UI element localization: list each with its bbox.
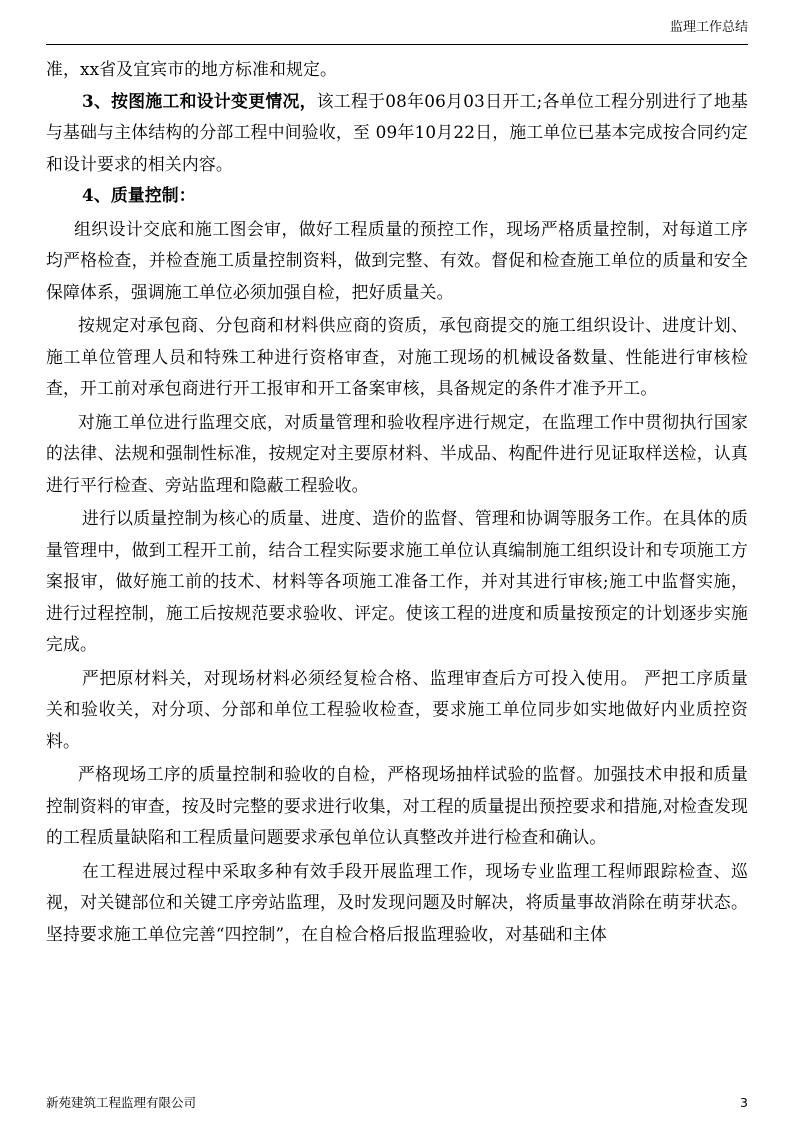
paragraph-material-control: 严把原材料关，对现场材料必须经复检合格、监理审查后方可投入使用。 严把工序质量关和验收关，对分项、分部和单位工程验收检查，要求施工单位同步如实地做好内业质控资料。 xyxy=(46,667,748,751)
section-heading-construction: 3、按图施工和设计变更情况， xyxy=(82,90,317,111)
paragraph-continuation: 准，xx省及宜宾市的地方标准和规定。 xyxy=(46,59,338,79)
header-title: 监理工作总结 xyxy=(669,20,748,35)
header-divider xyxy=(46,44,748,45)
paragraph-construction-changes xyxy=(46,86,748,181)
footer-company: 新苑建筑工程监理有限公司 xyxy=(46,1095,197,1110)
paragraph-process-control: 严格现场工序的质量控制和验收的自检，严格现场抽样试验的监督。加强技术申报和质量控制资料的审查，按及时完整的要求进行收集，对工程的质量提出预控要求和措施,对检查发现的工程质量缺陷和工程质量问题要求承包单位认真整改并进行检查和确认。 xyxy=(46,764,748,847)
paragraph-construction-text: 该工程于08年06月03日开工;各单位工程分别进行了地基与基础与主体结构的分部工程中间验收，至 09年10月22日，施工单位已基本完成按合同约定和设计要求的相关内容。 xyxy=(46,90,748,174)
paragraph-supervision-briefing: 对施工单位进行监理交底，对质量管理和验收程序进行规定，在监理工作中贯彻执行国家的法律、法规和强制性标准，按规定对主要原材料、半成品、构配件进行见证取样送检，认真进行平行检查、旁站监理和隐蔽工程验收。 xyxy=(46,411,748,495)
document-body xyxy=(46,54,748,950)
page-number: 3 xyxy=(740,1095,748,1110)
paragraph-progress-supervision: 在工程进展过程中采取多种有效手段开展监理工作，现场专业监理工程师跟踪检查、巡视，对关键部位和关键工序旁站监理，及时发现问题及时解决，将质量事故消除在萌芽状态。坚持要求施工单位完善“四控制”，在自检合格后报监理验收，对基础和主体 xyxy=(46,860,748,944)
paragraph-quality-core: 进行以质量控制为核心的质量、进度、造价的监督、管理和协调等服务工作。在具体的质量管理中，做到工程开工前，结合工程实际要求施工单位认真编制施工组织设计和专项施工方案报审，做好施工前的技术、材料等各项施工准备工作，并对其进行审核;施工中监督实施，进行过程控制，施工后按规范要求验收、评定。使该工程的进度和质量按预定的计划逐步实施完成。 xyxy=(46,508,748,654)
section-heading-quality xyxy=(46,180,748,212)
paragraph-design-review: 组织设计交底和施工图会审，做好工程质量的预控工作，现场严格质量控制，对每道工序均严格检查，并检查施工质量控制资料，做到完整、有效。督促和检查施工单位的质量和安全保障体系，强调施工单位必须加强自检，把好质量关。 xyxy=(46,218,748,302)
section-heading-quality-text: 4、质量控制： xyxy=(82,185,196,205)
paragraph-qualification-review: 按规定对承包商、分包商和材料供应商的资质，承包商提交的施工组织设计、进度计划、施工单位管理人员和特殊工种进行资格审查，对施工现场的机械设备数量、性能进行审核检查，开工前对承包商进行开工报审和开工备案审核，具备规定的条件才准予开工。 xyxy=(46,315,748,398)
